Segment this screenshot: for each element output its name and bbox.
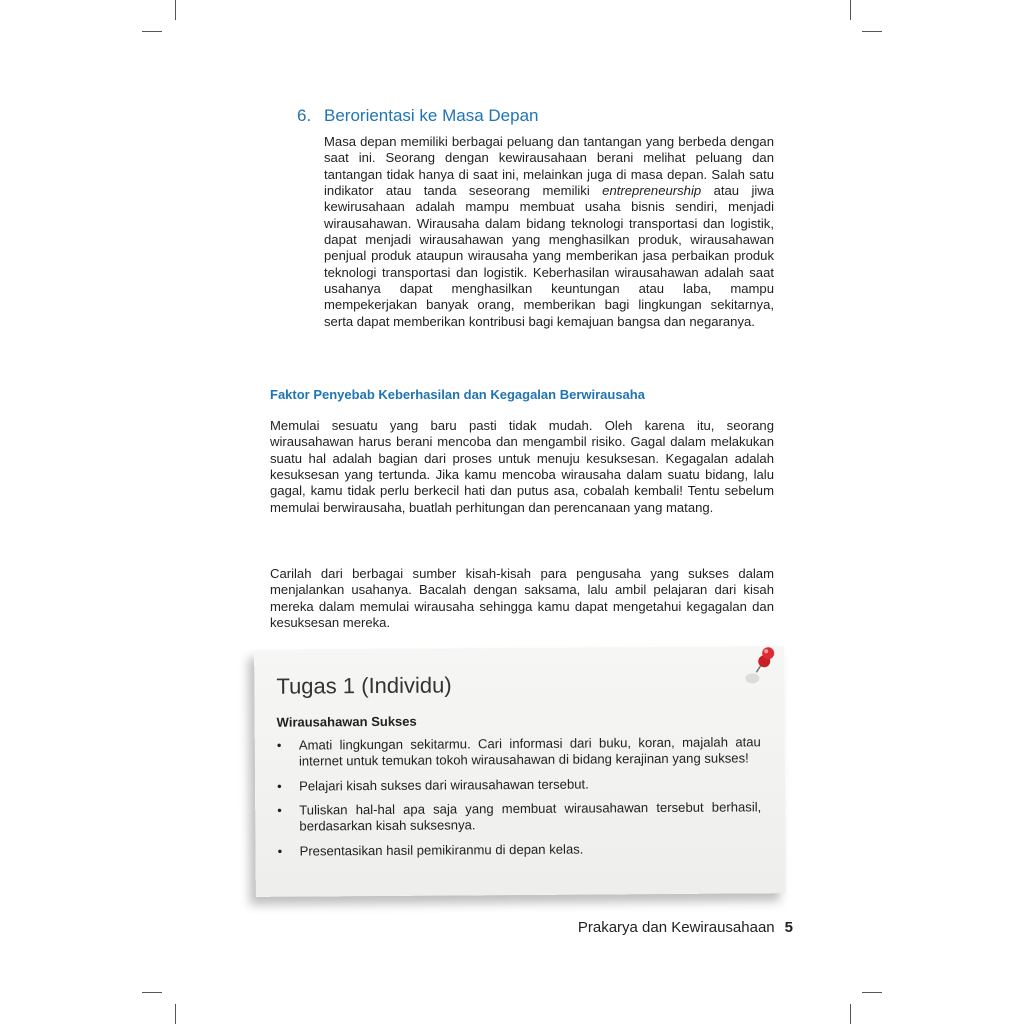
crop-mark — [142, 31, 162, 32]
pushpin-icon — [744, 644, 778, 688]
section-number: 6. — [297, 106, 312, 125]
crop-mark — [862, 992, 882, 993]
section-heading — [297, 106, 539, 126]
italic-term: entrepreneurship — [602, 183, 702, 199]
item-text: Presentasikan hasil pemikiranmu di depan kelas. — [299, 841, 584, 859]
paragraph: Carilah dari berbagai sumber kisah-kisah para pengusaha yang sukses dalam menjalankan usahanya. Bacalah dengan saksama, lalu ambil pelajaran dari kisah mereka dalam memulai wirausaha sehingga kamu dapat mengetahui kegagalan dan kesuksesan mereka. — [270, 566, 774, 631]
section-title: Berorientasi ke Masa Depan — [324, 106, 539, 125]
task-list — [277, 734, 762, 867]
list-item — [277, 734, 761, 770]
crop-mark — [175, 1004, 176, 1024]
task-title: Tugas 1 (Individu) — [276, 672, 452, 699]
crop-mark — [175, 0, 176, 20]
crop-mark — [142, 992, 162, 993]
page-number: 5 — [784, 919, 793, 936]
bullet: • — [277, 802, 282, 818]
bullet: • — [277, 843, 283, 859]
subheading: Faktor Penyebab Keberhasilan dan Kegagalan Berwirausaha — [270, 387, 645, 402]
page-footer — [578, 919, 793, 936]
list-item — [277, 799, 761, 835]
paragraph: Memulai sesuatu yang baru pasti tidak mudah. Oleh karena itu, seorang wirausahawan harus berani mencoba dan mengambil risiko. Gagal dalam melakukan suatu hal adalah bagian dari proses untuk menuju kesuksesan. Kegagalan adalah kesuksesan yang tertunda. Jika kamu mencoba wirausaha dalam suatu bidang, lalu gagal, kamu tidak perlu berkecil hati dan putus asa, cobalah kembali! Tentu sebelum memulai berwirausaha, buatlah perhitungan dan perencanaan yang matang. — [270, 418, 774, 515]
task-note-card — [254, 646, 786, 897]
crop-mark — [850, 0, 851, 20]
crop-mark — [850, 1004, 851, 1024]
list-item — [277, 840, 761, 860]
crop-mark — [862, 31, 882, 32]
bullet: • — [277, 778, 282, 794]
task-subtitle: Wirausahawan Sukses — [276, 713, 417, 730]
section-paragraph — [324, 134, 774, 330]
item-text: Amati lingkungan sekitarmu. Cari informasi dari buku, koran, majalah atau internet untuk temukan tokoh wirausahawan di bidang kerajinan yang sukses! — [298, 734, 761, 769]
bullet: • — [276, 737, 282, 753]
text: Masa depan memiliki berbagai peluang dan tantangan yang berbeda dengan saat ini. Seorang dengan kewirausahaan berani melihat peluang dan tantangan tidak hanya di saat ini, melainkan juga di masa depan. Salah satu indikator atau tanda seseorang memiliki — [324, 134, 774, 199]
item-text: Pelajari kisah sukses dari wirausahawan tersebut. — [299, 776, 589, 794]
item-text: Tuliskan hal-hal apa saja yang membuat wirausahawan tersebut berhasil, berdasarkan kisah suksesnya. — [299, 799, 762, 834]
book-title: Prakarya dan Kewirausahaan — [577, 919, 775, 936]
list-item — [277, 775, 761, 795]
text: atau jiwa kewirusahaan adalah mampu membuat usaha bisnis sendiri, menjadi wirausahawan. Wirausaha dalam bidang teknologi transportasi dan logistik, dapat menjadi wirausahawan yang menghasilkan produk, wirausahawan penjual produk ataupun wirausaha yang memberikan jasa perbaikan produk teknologi transportasi dan logistik. Keberhasilan wirausahawan adalah saat usahanya dapat menghasilkan keuntungan atau laba, mampu mempekerjakan banyak orang, memberikan bagi lingkungan sekitarnya, serta dapat memberikan kontribusi bagi kemajuan bangsa dan negaranya. — [324, 183, 774, 329]
